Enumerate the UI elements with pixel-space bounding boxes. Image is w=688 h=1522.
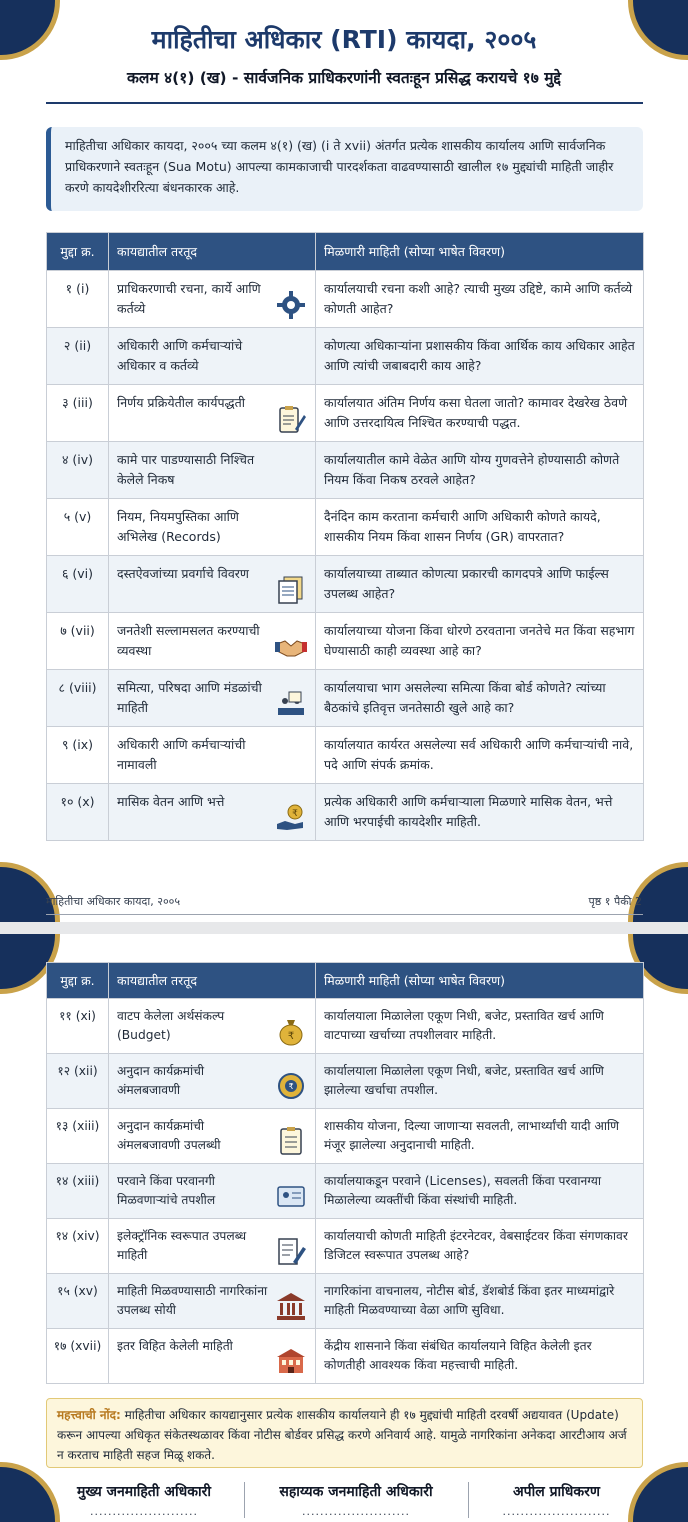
important-note [46, 1398, 643, 1468]
handshake-icon [275, 631, 307, 663]
row-provision-cell [109, 271, 316, 328]
row-number: १४ (xiv) [47, 1219, 109, 1274]
row-info: कार्यालयाची कोणती माहिती इंटरनेटवर, वेबसाईटवर किंवा संगणकावर डिजिटल स्वरूपात उपलब्ध आहे? [324, 1229, 628, 1262]
corner-ornament [0, 862, 60, 922]
row-provision: अधिकारी आणि कर्मचाऱ्यांचे अधिकार व कर्तव्ये [117, 338, 243, 373]
row-info: कार्यालयाला मिळालेला एकूण निधी, बजेट, प्रस्तावित खर्च आणि वाटपाच्या खर्चाच्या तपशीलवार माहिती. [324, 1009, 604, 1042]
row-info: कोणत्या अधिकाऱ्यांना प्रशासकीय किंवा आर्थिक काय अधिकार आहेत आणि त्यांची जबाबदारी काय आहे? [324, 338, 635, 373]
row-info: कार्यालयाची रचना कशी आहे? त्याची मुख्य उद्दिष्टे, कामे आणि कर्तव्ये कोणती आहेत? [324, 281, 633, 316]
page-subtitle: कलम ४(१) (ख) - सार्वजनिक प्राधिकरणांनी स्वतःहून प्रसिद्ध करायचे १७ मुद्दे [127, 69, 561, 87]
signature-divider [244, 1482, 245, 1518]
gear-icon [275, 289, 307, 321]
header-info: मिळणारी माहिती (सोप्या भाषेत विवरण) [316, 963, 644, 999]
row-info: कार्यालयाचा भाग असलेल्या समित्या किंवा बोर्ड कोणते? त्यांच्या बैठकांचे इतिवृत्त जनतेसाठी खुले आहे का? [324, 680, 606, 715]
rti-table-part-1 [46, 232, 644, 841]
table-row [47, 613, 644, 670]
row-provision-cell [109, 385, 316, 442]
row-provision: कामे पार पाडण्यासाठी निश्चित केलेले निकष [117, 452, 255, 487]
row-provision: माहिती मिळवण्यासाठी नागरिकांना उपलब्ध सोयी [117, 1284, 268, 1317]
table-row [47, 727, 644, 784]
row-provision: अधिकारी आणि कर्मचाऱ्यांची नामावली [117, 737, 246, 772]
signature-line: ........................ [302, 1505, 410, 1518]
row-provision-cell [109, 727, 316, 784]
page-break [0, 922, 688, 934]
row-info-cell [316, 1054, 644, 1109]
row-info-cell [316, 556, 644, 613]
row-info-cell [316, 1329, 644, 1384]
row-info: केंद्रीय शासनाने किंवा संबंधित कार्यालयाने विहित केलेली इतर कोणतीही आवश्यक किंवा महत्त्वाची माहिती. [324, 1339, 592, 1372]
table-row [47, 1054, 644, 1109]
row-number: १५ (xv) [47, 1274, 109, 1329]
row-number: ४ (iv) [47, 442, 109, 499]
signature-appellate-authority [470, 1482, 643, 1518]
row-provision-cell [109, 1109, 316, 1164]
salary-icon [275, 802, 307, 834]
clipboard-pen-icon [275, 403, 307, 435]
table-row [47, 328, 644, 385]
row-info: कार्यालयाला मिळालेला एकूण निधी, बजेट, प्रस्तावित खर्च आणि झालेल्या खर्चाचा तपशील. [324, 1064, 604, 1097]
page-number: पृष्ठ १ पैकी 2 [588, 895, 642, 908]
row-info-cell [316, 271, 644, 328]
table-row [47, 1109, 644, 1164]
row-provision-cell [109, 499, 316, 556]
row-number: ११ (xi) [47, 999, 109, 1054]
svg-text:₹: ₹ [288, 1082, 294, 1091]
form-pen-icon [275, 1235, 307, 1267]
row-number: १३ (xiii) [47, 1109, 109, 1164]
signature-line: ........................ [502, 1505, 611, 1518]
row-provision: प्राधिकरणाची रचना, कार्ये आणि कर्तव्ये [117, 281, 261, 316]
table-row [47, 1274, 644, 1329]
row-provision-cell [109, 1054, 316, 1109]
library-icon [275, 1290, 307, 1322]
row-provision: मासिक वेतन आणि भत्ते [117, 794, 225, 809]
intro-box: माहितीचा अधिकार कायदा, २००५ च्या कलम ४(१) (ख) (i ते xvii) अंतर्गत प्रत्येक शासकीय कार्यालय आणि सार्वजनिक प्राधिकरणाने स्वतःहून (Sua Motu) आपल्या कामकाजाची पारदर्शकता वाढवण्यासाठी खालील १७ मुद्द्यांची माहिती जाहीर करणे कायदेशीररित्या बंधनकारक आहे. [46, 127, 643, 211]
row-provision-cell [109, 1219, 316, 1274]
row-provision: इलेक्ट्रॉनिक स्वरूपात उपलब्ध माहिती [117, 1229, 247, 1262]
row-info: दैनंदिन काम करताना कर्मचारी आणि अधिकारी कोणते कायदे, शासकीय नियम किंवा शासन निर्णय (GR) वापरतात? [324, 509, 601, 544]
signature-label: मुख्य जनमाहिती अधिकारी [77, 1484, 211, 1500]
row-provision: इतर विहित केलेली माहिती [117, 1339, 233, 1353]
row-provision-cell [109, 1329, 316, 1384]
row-info-cell [316, 727, 644, 784]
row-provision: नियम, नियमपुस्तिका आणि अभिलेख (Records) [117, 509, 239, 544]
page-two [0, 934, 688, 1522]
row-provision: समित्या, परिषदा आणि मंडळांची माहिती [117, 680, 262, 715]
signature-label: सहाय्यक जनमाहिती अधिकारी [279, 1484, 433, 1500]
row-provision: अनुदान कार्यक्रमांची अंमलबजावणी उपलब्धी [117, 1119, 221, 1152]
table-row [47, 1164, 644, 1219]
note-text: माहितीचा अधिकार कायद्यानुसार प्रत्येक शासकीय कार्यालयाने ही १७ मुद्द्यांची माहिती दरवर्षी अद्ययावत (Update) करून आपल्या अधिकृत संकेतस्थळावर किंवा नोटीस बोर्डवर प्रसिद्ध करणे अनिवार्य आहे. यामुळे नागरिकांना अनेकदा आरटीआय अर्ज न करताच माहिती सहज मिळू शकते. [57, 1408, 627, 1462]
row-number: १० (x) [47, 784, 109, 841]
footer-divider [46, 914, 643, 915]
row-number: १४ (xiii) [47, 1164, 109, 1219]
row-number: १२ (xii) [47, 1054, 109, 1109]
row-info-cell [316, 385, 644, 442]
id-card-icon [275, 1180, 307, 1212]
row-info-cell [316, 999, 644, 1054]
row-provision-cell [109, 328, 316, 385]
row-info-cell [316, 1164, 644, 1219]
row-provision-cell [109, 556, 316, 613]
row-provision-cell [109, 999, 316, 1054]
page-title: माहितीचा अधिकार (RTI) कायदा, २००५ [151, 25, 537, 54]
row-provision-cell [109, 784, 316, 841]
row-provision: निर्णय प्रक्रियेतील कार्यपद्धती [117, 395, 245, 410]
rti-table-part-2 [46, 962, 644, 1384]
row-info-cell [316, 328, 644, 385]
row-provision-cell [109, 1274, 316, 1329]
row-info: कार्यालयात अंतिम निर्णय कसा घेतला जातो? कामावर देखरेख ठेवणे आणि उत्तरदायित्व निश्चित करण्याची पद्धत. [324, 395, 628, 430]
documents-icon [275, 574, 307, 606]
coins-icon [275, 1070, 307, 1102]
table-row [47, 1219, 644, 1274]
header-number: मुद्दा क्र. [47, 233, 109, 271]
header-info: मिळणारी माहिती (सोप्या भाषेत विवरण) [316, 233, 644, 271]
header-number: मुद्दा क्र. [47, 963, 109, 999]
row-info: कार्यालयाच्या ताब्यात कोणत्या प्रकारची कागदपत्रे आणि फाईल्स उपलब्ध आहेत? [324, 566, 609, 601]
signature-assistant-pio [246, 1482, 466, 1518]
header-provision: कायद्यातील तरतूद [109, 233, 316, 271]
row-info-cell [316, 1274, 644, 1329]
row-info: शासकीय योजना, दिल्या जाणाऱ्या सवलती, लाभार्थ्यांची यादी आणि मंजूर झालेल्या अनुदानाची माहिती. [324, 1119, 620, 1152]
svg-text:₹: ₹ [287, 1031, 295, 1042]
checklist-icon [275, 1125, 307, 1157]
table-row [47, 385, 644, 442]
row-number: ६ (vi) [47, 556, 109, 613]
title-divider [46, 102, 643, 104]
row-number: ७ (vii) [47, 613, 109, 670]
table-header-row [47, 233, 644, 271]
money-bag-icon [275, 1015, 307, 1047]
table-row [47, 1329, 644, 1384]
row-provision-cell [109, 613, 316, 670]
row-info-cell [316, 442, 644, 499]
signature-label: अपील प्राधिकरण [512, 1484, 601, 1500]
table-header-row [47, 963, 644, 999]
row-info-cell [316, 670, 644, 727]
signature-divider [468, 1482, 469, 1518]
row-info: कार्यालयाच्या योजना किंवा धोरणे ठरवताना जनतेचे मत किंवा सहभाग घेण्यासाठी काही व्यवस्था आहे का? [324, 623, 635, 658]
signature-chief-pio [46, 1482, 242, 1518]
row-number: १ (i) [47, 271, 109, 328]
table-row [47, 499, 644, 556]
table-row [47, 670, 644, 727]
footer-title: माहितीचा अधिकार कायदा, २००५ [46, 895, 181, 908]
header-provision: कायद्यातील तरतूद [109, 963, 316, 999]
row-provision-cell [109, 1164, 316, 1219]
svg-text:₹: ₹ [292, 809, 298, 819]
row-provision: अनुदान कार्यक्रमांची अंमलबजावणी [117, 1064, 205, 1097]
row-info: कार्यालयातील कामे वेळेत आणि योग्य गुणवत्तेने होण्यासाठी कोणते नियम किंवा निकष ठरवले आहेत? [324, 452, 620, 487]
row-provision: जनतेशी सल्लामसलत करण्याची व्यवस्था [117, 623, 260, 658]
row-provision: वाटप केलेला अर्थसंकल्प (Budget) [117, 1009, 225, 1042]
table-row [47, 999, 644, 1054]
row-number: ३ (iii) [47, 385, 109, 442]
row-number: २ (ii) [47, 328, 109, 385]
row-info: कार्यालयात कार्यरत असलेल्या सर्व अधिकारी आणि कर्मचाऱ्यांची नावे, पदे आणि संपर्क क्रमांक. [324, 737, 634, 772]
row-info-cell [316, 499, 644, 556]
row-info: कार्यालयाकडून परवाने (Licenses), सवलती किंवा परवानग्या मिळालेल्या व्यक्तींची किंवा संस्थांची माहिती. [324, 1174, 602, 1207]
building-icon [275, 1345, 307, 1377]
row-provision-cell [109, 670, 316, 727]
table-row [47, 784, 644, 841]
row-provision-cell [109, 442, 316, 499]
row-info: प्रत्येक अधिकारी आणि कर्मचाऱ्याला मिळणारे मासिक वेतन, भत्ते आणि भरपाईची कायदेशीर माहिती. [324, 794, 613, 829]
row-number: ५ (v) [47, 499, 109, 556]
row-info-cell [316, 784, 644, 841]
row-info: नागरिकांना वाचनालय, नोटीस बोर्ड, डॅशबोर्ड किंवा इतर माध्यमांद्वारे माहिती मिळवण्याच्या वेळा आणि सुविधा. [324, 1284, 615, 1317]
row-info-cell [316, 1219, 644, 1274]
meeting-icon [275, 688, 307, 720]
table-row [47, 556, 644, 613]
note-label: महत्त्वाची नोंद: [57, 1408, 121, 1422]
table-row [47, 271, 644, 328]
row-number: ८ (viii) [47, 670, 109, 727]
corner-ornament [628, 862, 688, 922]
row-provision: परवाने किंवा परवानगी मिळवणाऱ्यांचे तपशील [117, 1174, 216, 1207]
row-provision: दस्तऐवजांच्या प्रवर्गाचे विवरण [117, 566, 249, 581]
row-number: १७ (xvii) [47, 1329, 109, 1384]
row-number: ९ (ix) [47, 727, 109, 784]
table-row [47, 442, 644, 499]
row-info-cell [316, 1109, 644, 1164]
signature-line: ........................ [90, 1505, 198, 1518]
row-info-cell [316, 613, 644, 670]
